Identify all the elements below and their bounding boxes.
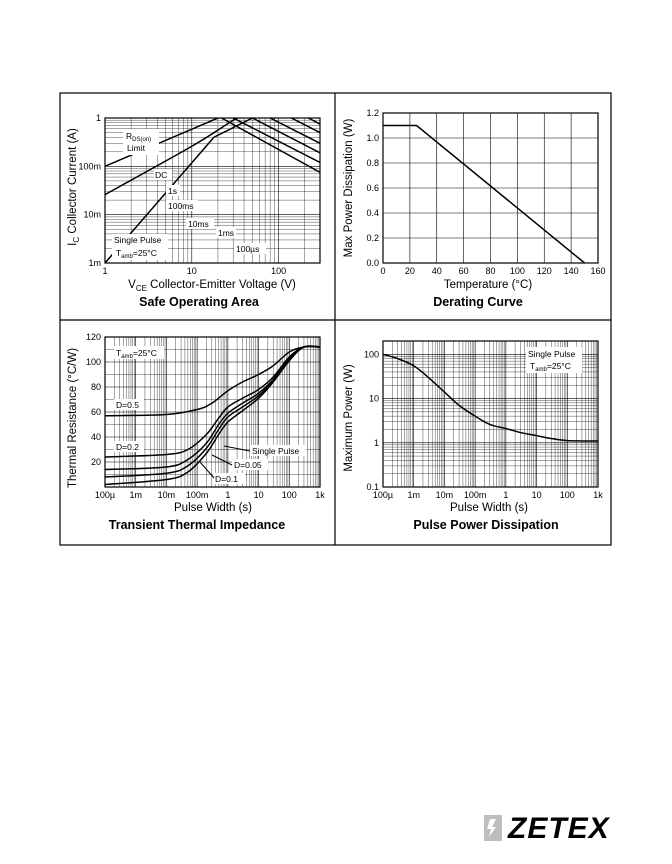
soa-title: Safe Operating Area	[139, 295, 259, 309]
derating-y-tick-label: 1.0	[366, 133, 379, 143]
derating-y-tick-label: 0.6	[366, 183, 379, 193]
series-line-limit2	[105, 118, 218, 166]
derating-title: Derating Curve	[433, 295, 523, 309]
soa-annotation-tamb: $T_{amb}=25^\circ C$	[116, 248, 157, 260]
thermal-x-axis-label: Pulse Width (s)	[174, 502, 252, 514]
thermal-y-tick-label: 60	[90, 407, 101, 417]
soa-y-tick-label: 1m	[88, 258, 101, 268]
derating-x-tick-label: 80	[485, 266, 496, 276]
thermal-y-tick-label: 80	[90, 382, 101, 392]
thermal-x-tick-label: 100m	[185, 490, 209, 500]
pulse-x-tick-label: 1	[503, 490, 509, 500]
soa-y-tick-label: 100m	[78, 161, 101, 172]
thermal-y-tick-label: 120	[85, 332, 101, 342]
derating-x-tick-label: 60	[458, 266, 469, 276]
soa-annotation-1ms: 1ms	[218, 228, 235, 238]
derating-x-tick-label: 100	[509, 266, 525, 276]
series-line-100ms	[252, 118, 320, 153]
derating-grid	[383, 113, 598, 263]
thermal-annotation-tamb: $T_{amb}=25^\circ C$	[116, 348, 157, 360]
pulse-y-tick-label: 10	[368, 393, 379, 404]
pulse-title: Pulse Power Dissipation	[413, 518, 559, 532]
pulse-x-tick-label: 10	[531, 490, 542, 500]
derating-y-tick-label: 0.8	[366, 158, 379, 168]
pulse-x-tick-label: 100m	[463, 490, 487, 500]
pulse-y-tick-label: 0.1	[366, 482, 379, 492]
pulse-y-tick-label: 100	[363, 349, 379, 360]
soa-x-tick-label: 10	[186, 266, 197, 276]
pulse-y-axis-label: Maximum Power (W)	[343, 364, 355, 472]
derating-series	[383, 126, 585, 264]
thermal-title: Transient Thermal Impedance	[108, 518, 286, 532]
thermal-y-tick-label: 20	[90, 457, 101, 467]
soa-annotation-1s: 1s	[168, 186, 177, 196]
derating-x-tick-label: 40	[431, 266, 442, 276]
thermal-x-tick-label: 10m	[157, 490, 176, 500]
pulse-x-axis-label: Pulse Width (s)	[450, 502, 528, 514]
derating-y-tick-label: 0.0	[366, 258, 379, 268]
thermal-x-tick-label: 100	[281, 490, 297, 500]
pulse-x-tick-label: 100µ	[372, 490, 394, 500]
pulse-annotation-single-pulse: Single Pulse	[528, 349, 576, 359]
soa-annotation-limit: Limit	[127, 143, 145, 153]
thermal-y-axis-label: Thermal Resistance (°C/W)	[67, 347, 79, 489]
soa-x-tick-label: 1	[102, 266, 108, 276]
zetex-logo-text: ZETEX	[508, 812, 610, 845]
soa-x-tick-label: 100	[271, 266, 287, 276]
series-line-1s	[233, 118, 320, 163]
thermal-x-tick-label: 10	[253, 490, 264, 500]
derating-x-tick-label: 120	[536, 266, 552, 276]
thermal-annotation-d02: D=0.2	[116, 442, 139, 452]
soa-y-tick-label: 10m	[83, 209, 101, 220]
thermal-x-tick-label: 1	[225, 490, 231, 500]
thermal-annotation-d005: D=0.05	[234, 460, 262, 470]
pulse-annotation-tamb: $T_{amb}=25^\circ C$	[530, 361, 571, 373]
thermal-annotation-single-pulse: Single Pulse	[252, 446, 300, 456]
pulse-x-tick-label: 1m	[407, 490, 420, 500]
thermal-leader-d005	[212, 455, 232, 465]
derating-x-axis-label: Temperature (°C)	[443, 279, 533, 291]
derating-y-tick-label: 0.4	[366, 208, 379, 218]
derating-x-tick-label: 160	[590, 266, 606, 276]
soa-annotation-dc: DC	[155, 170, 168, 180]
chart-derating-curve	[366, 108, 605, 276]
derating-x-tick-label: 140	[563, 266, 579, 276]
soa-annotation-rdson: $R_{DS(on)}$	[126, 131, 152, 143]
soa-annotation-single-pulse: Single Pulse	[114, 235, 162, 245]
soa-y-tick-label: 1	[95, 113, 101, 123]
pulse-x-tick-label: 1k	[593, 490, 603, 500]
thermal-annotation-d05: D=0.5	[116, 400, 139, 410]
derating-x-tick-label: 0	[380, 266, 386, 276]
soa-annotation-100ms: 100ms	[168, 201, 194, 211]
soa-annotation-10ms: 10ms	[188, 219, 209, 229]
derating-x-tick-label: 20	[404, 266, 415, 276]
pulse-x-tick-label: 100	[559, 490, 575, 500]
series-line-pd	[383, 126, 585, 264]
thermal-x-tick-label: 100µ	[94, 490, 116, 500]
thermal-annotation-d01: D=0.1	[215, 474, 238, 484]
thermal-x-tick-label: 1k	[315, 490, 325, 500]
soa-x-axis-label: $V_{CE}$ Collector-Emitter Voltage (V)	[128, 279, 296, 293]
pulse-y-tick-label: 1	[373, 437, 379, 448]
zetex-logo-mark	[484, 815, 502, 841]
thermal-x-tick-label: 1m	[129, 490, 142, 500]
derating-y-axis-label: Max Power Dissipation (W)	[343, 118, 355, 258]
derating-y-tick-label: 1.2	[366, 108, 379, 118]
series-line-100-s	[308, 118, 320, 124]
soa-y-axis-label: $I_C$ Collector Current (A)	[67, 128, 81, 246]
thermal-y-tick-label: 100	[85, 357, 101, 367]
pulse-x-tick-label: 10m	[435, 490, 454, 500]
soa-annotation-100us: 100µs	[236, 244, 260, 254]
thermal-y-tick-label: 40	[90, 432, 101, 442]
derating-y-tick-label: 0.2	[366, 233, 379, 243]
